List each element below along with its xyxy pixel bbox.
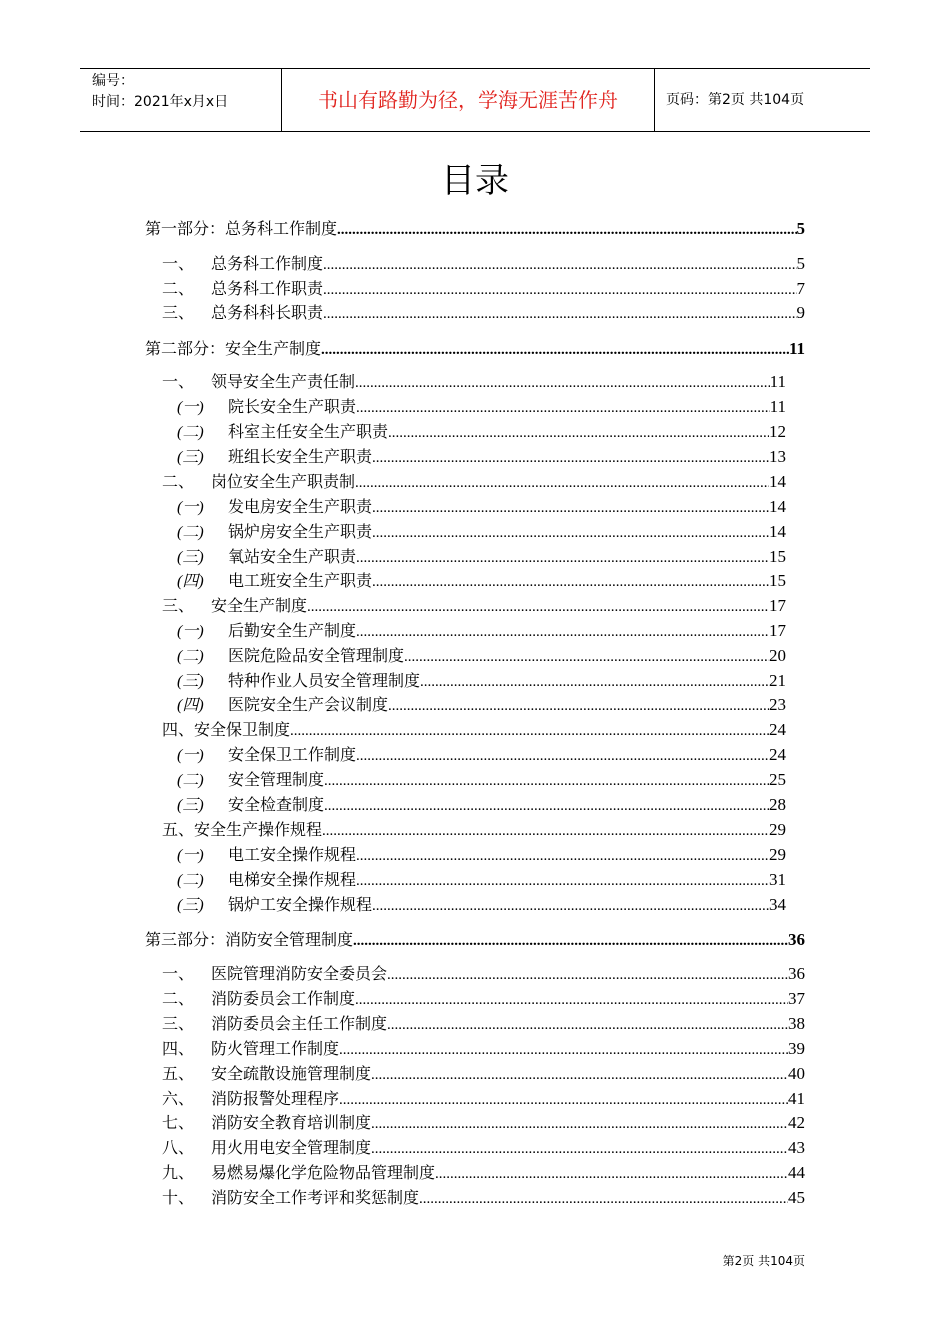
toc-entry-label: 领导安全生产责任制 xyxy=(211,372,356,391)
toc-dot-leader xyxy=(388,694,769,719)
toc-dot-leader xyxy=(372,496,769,521)
toc-entry-page: 9 xyxy=(796,303,805,322)
toc-entry[interactable] xyxy=(145,593,786,618)
toc-part-entry[interactable] xyxy=(145,216,805,241)
toc-dot-leader xyxy=(323,253,796,278)
toc-dot-leader xyxy=(387,1013,788,1038)
toc-dot-leader xyxy=(356,396,770,421)
toc-entry-number: 七、 xyxy=(162,1113,195,1132)
toc-dot-leader xyxy=(324,769,769,794)
toc-dot-leader xyxy=(321,338,789,363)
toc-entry-number: (一) xyxy=(177,623,204,640)
toc-entry-page: 44 xyxy=(788,1163,805,1182)
toc-entry-number: (二) xyxy=(177,524,204,541)
toc-dot-leader xyxy=(372,446,769,471)
toc-entry[interactable] xyxy=(145,767,786,792)
toc-entry-label: 用火用电安全管理制度 xyxy=(211,1138,372,1157)
toc-entry-page: 11 xyxy=(769,372,786,391)
toc-entry-number: 五、 xyxy=(162,820,195,839)
toc-entry[interactable] xyxy=(145,276,805,301)
toc-entry-label: 医院管理消防安全委员会 xyxy=(211,964,388,983)
toc-entry[interactable] xyxy=(145,892,786,917)
toc-entry-number: 四、 xyxy=(162,1039,195,1058)
toc-entry-label: 电工安全操作规程 xyxy=(228,845,357,864)
toc-dot-leader xyxy=(388,421,769,446)
toc-entry-label: 氧站安全生产职责 xyxy=(228,547,357,566)
toc-entry-label: 第一部分：总务科工作制度 xyxy=(145,219,338,238)
toc-entry-number: 一、 xyxy=(162,372,195,391)
toc-entry-number: (三) xyxy=(177,449,204,466)
toc-dot-leader xyxy=(322,819,769,844)
toc-entry[interactable] xyxy=(145,717,786,742)
toc-entry-label: 消防报警处理程序 xyxy=(211,1089,340,1108)
header-page-info: 页码：第2页 共104页 xyxy=(666,92,805,108)
toc-entry-label: 发电房安全生产职责 xyxy=(228,497,373,516)
toc-entry-label: 总务科工作职责 xyxy=(211,279,324,298)
toc-entry-page: 15 xyxy=(769,571,786,590)
toc-entry[interactable] xyxy=(145,519,786,544)
toc-entry-label: 第三部分：消防安全管理制度 xyxy=(145,930,354,949)
toc-entry-page: 29 xyxy=(769,845,786,864)
toc-entry-label: 科室主任安全生产职责 xyxy=(228,422,389,441)
toc-dot-leader xyxy=(355,471,769,496)
toc-entry-page: 17 xyxy=(769,596,786,615)
toc-entry-page: 17 xyxy=(769,621,786,640)
toc-dot-leader xyxy=(372,521,769,546)
toc-entry[interactable] xyxy=(145,961,805,986)
toc-entry-page: 24 xyxy=(769,745,786,764)
toc-entry-page: 36 xyxy=(788,964,805,983)
toc-entry[interactable] xyxy=(145,1036,805,1061)
toc-entry-label: 消防安全教育培训制度 xyxy=(211,1113,372,1132)
toc-entry-label: 后勤安全生产制度 xyxy=(228,621,357,640)
toc-entry[interactable] xyxy=(145,1061,805,1086)
toc-dot-leader xyxy=(371,1137,788,1162)
toc-dot-leader xyxy=(337,218,796,243)
toc-dot-leader xyxy=(355,371,770,396)
toc-dot-leader xyxy=(323,302,796,327)
toc-entry[interactable] xyxy=(145,544,786,569)
toc-entry-number: 二、 xyxy=(162,472,195,491)
toc-part-entry[interactable] xyxy=(145,336,805,361)
toc-dot-leader xyxy=(355,988,788,1013)
toc-entry-number: 三、 xyxy=(162,303,195,322)
toc-entry-page: 14 xyxy=(769,522,786,541)
toc-entry-page: 14 xyxy=(769,472,786,491)
toc-entry[interactable] xyxy=(145,618,786,643)
toc-entry-label: 安全疏散设施管理制度 xyxy=(211,1064,372,1083)
toc-dot-leader xyxy=(353,929,788,954)
toc-entry-label: 院长安全生产职责 xyxy=(228,397,357,416)
toc-entry-page: 40 xyxy=(788,1064,805,1083)
toc-entry[interactable] xyxy=(145,792,786,817)
toc-dot-leader xyxy=(307,595,769,620)
toc-entry-number: 一、 xyxy=(162,254,195,273)
toc-entry[interactable] xyxy=(145,1110,805,1135)
toc-entry-page: 11 xyxy=(788,339,805,358)
toc-entry-number: 二、 xyxy=(162,279,195,298)
page-footer: 第2页 共104页 xyxy=(722,1254,805,1268)
toc-entry-label: 第二部分：安全生产制度 xyxy=(145,339,322,358)
toc-part-entry[interactable] xyxy=(145,927,805,952)
toc-entry-page: 25 xyxy=(769,770,786,789)
toc-entry-number: 五、 xyxy=(162,1064,195,1083)
toc-entry-label: 安全检查制度 xyxy=(228,795,325,814)
toc-entry-number: 二、 xyxy=(162,989,195,1008)
toc-dot-leader xyxy=(356,744,769,769)
toc-entry-page: 41 xyxy=(788,1089,805,1108)
toc-entry[interactable] xyxy=(145,668,786,693)
toc-entry-page: 39 xyxy=(788,1039,805,1058)
toc-entry-label: 班组长安全生产职责 xyxy=(228,447,373,466)
toc-entry-page: 24 xyxy=(769,720,786,739)
toc-dot-leader xyxy=(419,1187,788,1212)
toc-dot-leader xyxy=(372,894,769,919)
serial-number-label: 编号： xyxy=(92,73,134,89)
toc-entry[interactable] xyxy=(145,494,786,519)
toc-entry[interactable] xyxy=(145,369,786,394)
toc-entry[interactable] xyxy=(145,1011,805,1036)
toc-entry[interactable] xyxy=(145,1086,805,1111)
toc-dot-leader xyxy=(324,794,769,819)
toc-dot-leader xyxy=(371,1063,788,1088)
toc-dot-leader xyxy=(372,570,769,595)
toc-entry-label: 安全管理制度 xyxy=(228,770,325,789)
toc-entry-page: 14 xyxy=(769,497,786,516)
toc-entry-label: 电工班安全生产职责 xyxy=(228,571,373,590)
toc-entry-label: 安全保卫工作制度 xyxy=(228,745,357,764)
toc-entry-label: 锅炉房安全生产职责 xyxy=(228,522,373,541)
toc-entry-page: 42 xyxy=(788,1113,805,1132)
toc-entry-label: 安全保卫制度 xyxy=(194,720,291,739)
toc-entry-label: 岗位安全生产职责制 xyxy=(211,472,356,491)
toc-entry-number: (二) xyxy=(177,648,204,665)
toc-entry-label: 医院安全生产会议制度 xyxy=(228,695,389,714)
toc-dot-leader xyxy=(404,645,769,670)
toc-entry-number: (三) xyxy=(177,797,204,814)
toc-entry-number: (三) xyxy=(177,673,204,690)
toc-entry-label: 安全生产制度 xyxy=(211,596,308,615)
toc-entry-page: 28 xyxy=(769,795,786,814)
toc-entry[interactable] xyxy=(145,842,786,867)
toc-entry-label: 医院危险品安全管理制度 xyxy=(228,646,405,665)
toc-entry[interactable] xyxy=(145,817,786,842)
toc-dot-leader xyxy=(435,1162,788,1187)
toc-entry-page: 43 xyxy=(788,1138,805,1157)
page-header xyxy=(80,68,870,132)
toc-dot-leader xyxy=(290,719,769,744)
toc-entry-label: 总务科工作制度 xyxy=(211,254,324,273)
toc-entry-label: 锅炉工安全操作规程 xyxy=(228,895,373,914)
toc-entry-page: 36 xyxy=(788,930,805,949)
toc-entry-number: (二) xyxy=(177,872,204,889)
toc-entry-number: (四) xyxy=(177,697,204,714)
toc-entry-label: 特种作业人员安全管理制度 xyxy=(228,671,421,690)
toc-entry[interactable] xyxy=(145,394,786,419)
date-label: 时间：2021年x月x日 xyxy=(92,94,229,110)
toc-entry-number: (二) xyxy=(177,424,204,441)
toc-entry[interactable] xyxy=(145,1135,805,1160)
toc-entry-label: 消防安全工作考评和奖惩制度 xyxy=(211,1188,420,1207)
toc-entry-page: 38 xyxy=(788,1014,805,1033)
toc-entry-page: 45 xyxy=(788,1188,805,1207)
toc-entry-label: 消防委员会主任工作制度 xyxy=(211,1014,388,1033)
toc-entry-number: (三) xyxy=(177,897,204,914)
toc-entry-number: (三) xyxy=(177,549,204,566)
toc-entry-page: 21 xyxy=(769,671,786,690)
toc-entry-label: 防火管理工作制度 xyxy=(211,1039,340,1058)
toc-entry-page: 11 xyxy=(769,397,786,416)
toc-entry-number: (一) xyxy=(177,499,204,516)
toc-dot-leader xyxy=(387,963,788,988)
toc-entry-number: (一) xyxy=(177,847,204,864)
toc-entry-page: 23 xyxy=(769,695,786,714)
toc-entry-page: 34 xyxy=(769,895,786,914)
toc-entry-label: 总务科科长职责 xyxy=(211,303,324,322)
toc-dot-leader xyxy=(356,620,769,645)
toc-entry[interactable] xyxy=(145,568,786,593)
toc-entry-label: 安全生产操作规程 xyxy=(194,820,323,839)
toc-entry-label: 消防委员会工作制度 xyxy=(211,989,356,1008)
toc-entry-page: 31 xyxy=(769,870,786,889)
toc-entry-number: 六、 xyxy=(162,1089,195,1108)
toc-entry[interactable] xyxy=(145,986,805,1011)
toc-entry-number: 三、 xyxy=(162,596,195,615)
toc-entry-page: 15 xyxy=(769,547,786,566)
toc-entry-page: 5 xyxy=(796,254,805,273)
toc-dot-leader xyxy=(356,844,769,869)
header-meta xyxy=(92,71,282,113)
toc-entry[interactable] xyxy=(145,1160,805,1185)
toc-entry[interactable] xyxy=(145,1185,805,1210)
toc-dot-leader xyxy=(339,1038,788,1063)
toc-entry[interactable] xyxy=(145,419,786,444)
toc-entry-page: 12 xyxy=(769,422,786,441)
toc-dot-leader xyxy=(356,869,769,894)
toc-entry-page: 20 xyxy=(769,646,786,665)
toc-entry[interactable] xyxy=(145,469,786,494)
toc-entry-number: 一、 xyxy=(162,964,195,983)
toc-entry-page: 29 xyxy=(769,820,786,839)
toc-dot-leader xyxy=(371,1112,788,1137)
toc-entry-number: 四、 xyxy=(162,720,195,739)
header-divider xyxy=(654,69,655,131)
toc-entry[interactable] xyxy=(145,692,786,717)
toc-entry[interactable] xyxy=(145,867,786,892)
toc-entry-page: 7 xyxy=(796,279,805,298)
toc-entry-number: 九、 xyxy=(162,1163,195,1182)
toc-entry[interactable] xyxy=(145,742,786,767)
toc-entry[interactable] xyxy=(145,300,805,325)
toc-entry-label: 电梯安全操作规程 xyxy=(228,870,357,889)
toc-entry-number: (四) xyxy=(177,573,204,590)
toc-entry-number: (一) xyxy=(177,747,204,764)
toc-entry-number: 十、 xyxy=(162,1188,195,1207)
toc-entry-number: (二) xyxy=(177,772,204,789)
toc-entry-number: 八、 xyxy=(162,1138,195,1157)
toc-entry-page: 37 xyxy=(788,989,805,1008)
toc-entry-page: 13 xyxy=(769,447,786,466)
toc-entry[interactable] xyxy=(145,643,786,668)
page-title: 目录 xyxy=(441,161,509,201)
toc-entry-label: 易燃易爆化学危险物品管理制度 xyxy=(211,1163,436,1182)
toc-entry-page: 5 xyxy=(796,219,805,238)
toc-entry[interactable] xyxy=(145,444,786,469)
toc-entry[interactable] xyxy=(145,251,805,276)
toc-entry-number: (一) xyxy=(177,399,204,416)
toc-entry-number: 三、 xyxy=(162,1014,195,1033)
header-motto: 书山有路勤为径，学海无涯苦作舟 xyxy=(318,88,618,112)
